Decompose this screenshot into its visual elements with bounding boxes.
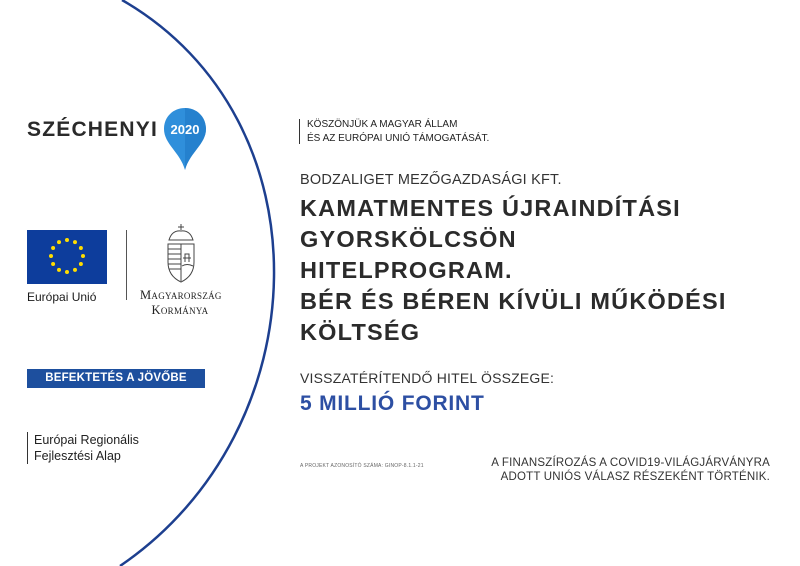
title-line: KÖLTSÉG	[300, 319, 421, 345]
location-pin-icon	[162, 106, 208, 172]
funding-note	[491, 456, 770, 484]
fund-label	[34, 432, 139, 464]
government-line-2: Kormánya	[151, 303, 209, 317]
pin-year: 2020	[170, 122, 200, 137]
fund-line-1: Európai Regionális	[34, 433, 139, 447]
company-name: BODZALIGET MEZŐGAZDASÁGI KFT.	[300, 172, 562, 188]
coat-of-arms-icon	[163, 222, 199, 284]
eu-label: Európai Unió	[27, 290, 97, 304]
invest-banner: BEFEKTETÉS A JÖVŐBE	[27, 369, 205, 388]
fund-line-2: Fejlesztési Alap	[34, 449, 121, 463]
fund-divider	[27, 432, 28, 464]
thanks-line-2: ÉS AZ EURÓPAI UNIÓ TÁMOGATÁSÁT.	[307, 132, 490, 144]
eu-stars-icon	[27, 230, 107, 284]
government-line-1: Magyarország	[140, 288, 222, 302]
logo-divider	[126, 230, 127, 300]
funding-line-2: ADOTT UNIÓS VÁLASZ RÉSZEKÉNT TÖRTÉNIK.	[500, 471, 770, 483]
szechenyi-logo-text: SZÉCHENYI	[27, 118, 158, 141]
eu-flag	[27, 230, 107, 284]
amount-value: 5 MILLIÓ FORINT	[300, 392, 485, 415]
government-label	[140, 288, 220, 318]
thanks-text	[307, 118, 489, 145]
title-line: KAMATMENTES ÚJRAINDÍTÁSI	[300, 195, 681, 221]
project-id: A PROJEKT AZONOSÍTÓ SZÁMA: GINOP-8.1.1-21	[300, 463, 424, 469]
thanks-line-1: KÖSZÖNJÜK A MAGYAR ÁLLAM	[307, 119, 458, 130]
title-line: HITELPROGRAM.	[300, 257, 513, 283]
thanks-divider	[299, 119, 300, 144]
title-line: GYORSKÖLCSÖN	[300, 226, 517, 252]
amount-label: VISSZATÉRÍTENDŐ HITEL ÖSSZEGE:	[300, 370, 555, 386]
project-title	[300, 193, 727, 348]
title-line: BÉR ÉS BÉREN KÍVÜLI MŰKÖDÉSI	[300, 288, 727, 314]
funding-line-1: A FINANSZÍROZÁS A COVID19-VILÁGJÁRVÁNYRA	[491, 457, 770, 469]
